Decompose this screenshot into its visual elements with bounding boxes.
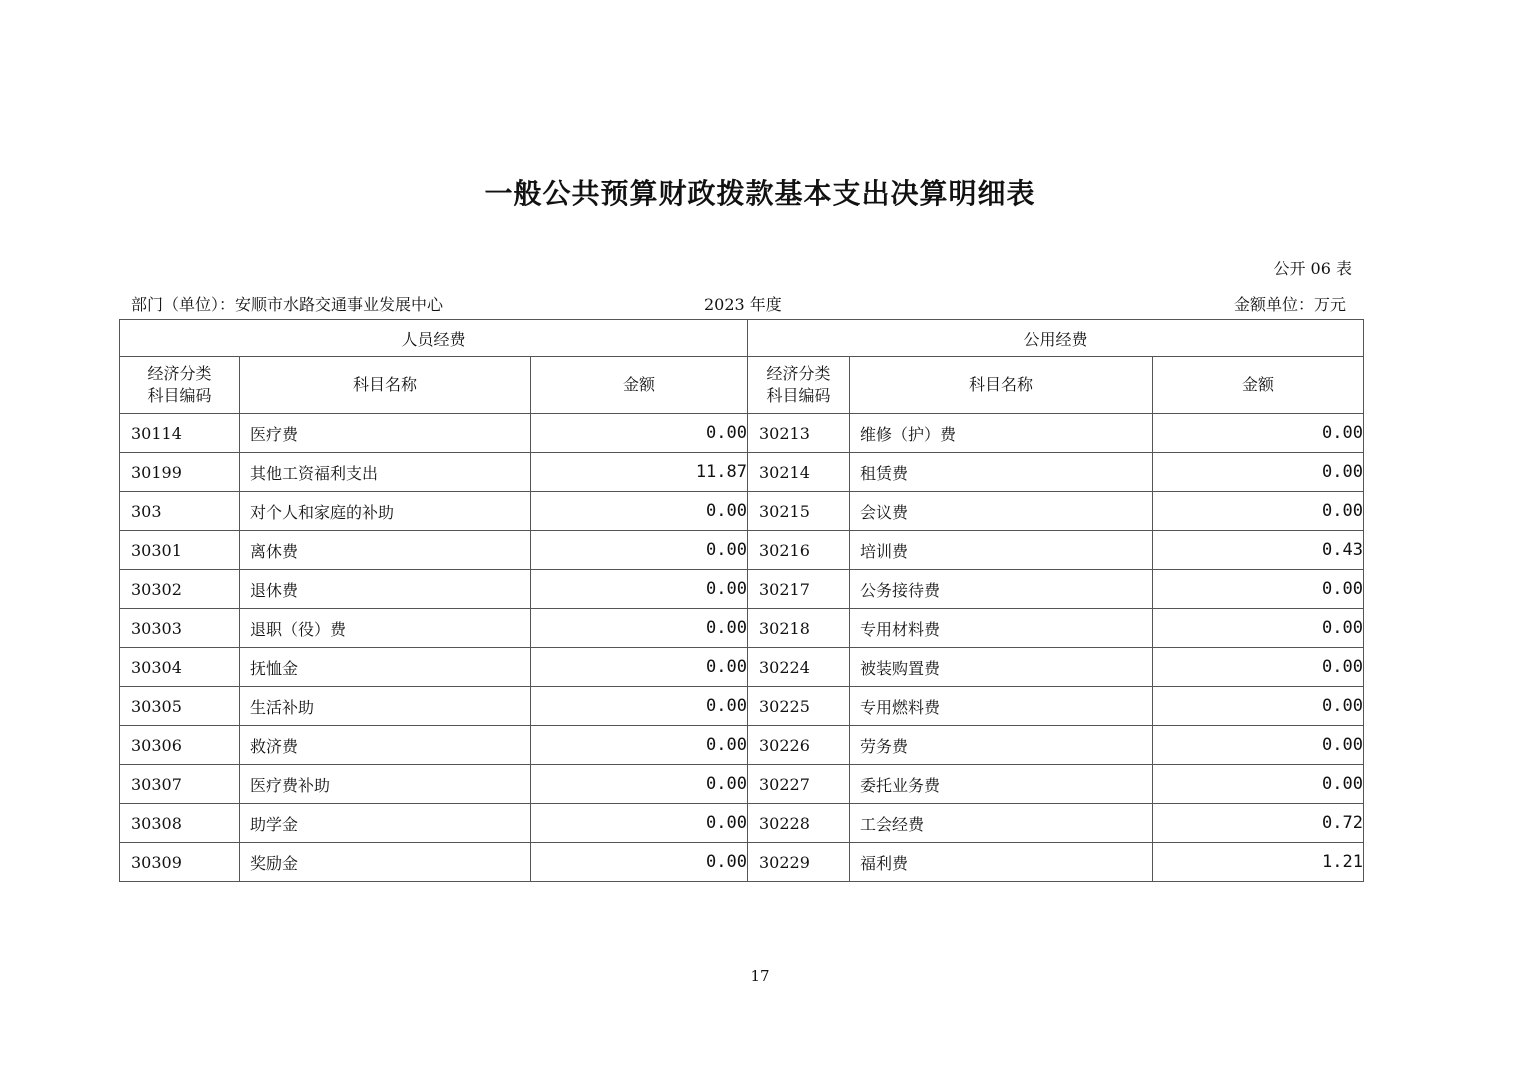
personnel-code-cell: 30309 xyxy=(120,843,240,882)
public-amount-cell: 0.00 xyxy=(1153,765,1364,804)
public-code-cell: 30217 xyxy=(748,570,850,609)
personnel-amount-cell: 0.00 xyxy=(531,765,748,804)
table-row xyxy=(120,804,1364,843)
personnel-amount-cell: 0.00 xyxy=(531,804,748,843)
name-header: 科目名称 xyxy=(240,357,531,414)
public-code-cell: 30215 xyxy=(748,492,850,531)
page-title: 一般公共预算财政拨款基本支出决算明细表 xyxy=(484,177,1036,210)
personnel-amount-cell: 0.00 xyxy=(531,570,748,609)
public-amount-cell: 0.00 xyxy=(1153,609,1364,648)
public-name-cell: 专用材料费 xyxy=(850,609,1153,648)
public-name-cell: 公务接待费 xyxy=(850,570,1153,609)
table-row xyxy=(120,687,1364,726)
public-code-cell: 30225 xyxy=(748,687,850,726)
department-label: 部门（单位）：安顺市水路交通事业发展中心 xyxy=(131,295,444,314)
year-label: 2023 年度 xyxy=(704,295,782,314)
public-name-cell: 劳务费 xyxy=(850,726,1153,765)
public-code-cell: 30213 xyxy=(748,414,850,453)
public-amount-cell: 0.00 xyxy=(1153,414,1364,453)
table-number: 公开 06 表 xyxy=(1273,259,1352,278)
personnel-name-cell: 助学金 xyxy=(240,804,531,843)
personnel-name-cell: 医疗费补助 xyxy=(240,765,531,804)
public-code-cell: 30214 xyxy=(748,453,850,492)
table-row xyxy=(120,414,1364,453)
table-row xyxy=(120,609,1364,648)
personnel-amount-cell: 0.00 xyxy=(531,531,748,570)
personnel-name-cell: 对个人和家庭的补助 xyxy=(240,492,531,531)
public-name-cell: 租赁费 xyxy=(850,453,1153,492)
personnel-name-cell: 退休费 xyxy=(240,570,531,609)
personnel-amount-cell: 0.00 xyxy=(531,492,748,531)
personnel-amount-cell: 0.00 xyxy=(531,843,748,882)
personnel-amount-cell: 0.00 xyxy=(531,726,748,765)
public-code-cell: 30227 xyxy=(748,765,850,804)
public-name-cell: 会议费 xyxy=(850,492,1153,531)
public-name-cell: 被装购置费 xyxy=(850,648,1153,687)
public-amount-cell: 0.72 xyxy=(1153,804,1364,843)
personnel-code-cell: 30304 xyxy=(120,648,240,687)
public-amount-cell: 1.21 xyxy=(1153,843,1364,882)
public-amount-cell: 0.00 xyxy=(1153,492,1364,531)
code-header: 经济分类 科目编码 xyxy=(748,357,850,414)
public-code-cell: 30229 xyxy=(748,843,850,882)
public-amount-cell: 0.00 xyxy=(1153,648,1364,687)
expenditure-table xyxy=(119,319,1364,882)
public-name-cell: 专用燃料费 xyxy=(850,687,1153,726)
public-group-header: 公用经费 xyxy=(748,320,1364,357)
public-name-cell: 委托业务费 xyxy=(850,765,1153,804)
table-row xyxy=(120,843,1364,882)
amount-header: 金额 xyxy=(531,357,748,414)
table-row xyxy=(120,492,1364,531)
personnel-amount-cell: 0.00 xyxy=(531,648,748,687)
public-amount-cell: 0.00 xyxy=(1153,687,1364,726)
personnel-amount-cell: 0.00 xyxy=(531,687,748,726)
personnel-code-cell: 30303 xyxy=(120,609,240,648)
table-row xyxy=(120,726,1364,765)
public-code-cell: 30218 xyxy=(748,609,850,648)
public-code-cell: 30226 xyxy=(748,726,850,765)
public-code-cell: 30216 xyxy=(748,531,850,570)
code-header: 经济分类 科目编码 xyxy=(120,357,240,414)
personnel-name-cell: 救济费 xyxy=(240,726,531,765)
table-row xyxy=(120,765,1364,804)
public-amount-cell: 0.43 xyxy=(1153,531,1364,570)
personnel-name-cell: 退职（役）费 xyxy=(240,609,531,648)
public-amount-cell: 0.00 xyxy=(1153,570,1364,609)
table-row xyxy=(120,453,1364,492)
table-row xyxy=(120,570,1364,609)
page-number: 17 xyxy=(750,967,770,985)
public-amount-cell: 0.00 xyxy=(1153,453,1364,492)
table-row xyxy=(120,531,1364,570)
personnel-amount-cell: 11.87 xyxy=(531,453,748,492)
personnel-code-cell: 30306 xyxy=(120,726,240,765)
table-row xyxy=(120,648,1364,687)
personnel-code-cell: 30307 xyxy=(120,765,240,804)
personnel-amount-cell: 0.00 xyxy=(531,414,748,453)
personnel-code-cell: 30302 xyxy=(120,570,240,609)
personnel-name-cell: 抚恤金 xyxy=(240,648,531,687)
personnel-amount-cell: 0.00 xyxy=(531,609,748,648)
personnel-code-cell: 30199 xyxy=(120,453,240,492)
personnel-group-header: 人员经费 xyxy=(120,320,748,357)
name-header: 科目名称 xyxy=(850,357,1153,414)
public-name-cell: 福利费 xyxy=(850,843,1153,882)
personnel-name-cell: 医疗费 xyxy=(240,414,531,453)
public-name-cell: 维修（护）费 xyxy=(850,414,1153,453)
personnel-name-cell: 生活补助 xyxy=(240,687,531,726)
personnel-name-cell: 离休费 xyxy=(240,531,531,570)
public-name-cell: 培训费 xyxy=(850,531,1153,570)
personnel-name-cell: 其他工资福利支出 xyxy=(240,453,531,492)
personnel-code-cell: 30114 xyxy=(120,414,240,453)
personnel-name-cell: 奖励金 xyxy=(240,843,531,882)
personnel-code-cell: 30305 xyxy=(120,687,240,726)
personnel-code-cell: 303 xyxy=(120,492,240,531)
amount-header: 金额 xyxy=(1153,357,1364,414)
public-amount-cell: 0.00 xyxy=(1153,726,1364,765)
public-code-cell: 30224 xyxy=(748,648,850,687)
personnel-code-cell: 30308 xyxy=(120,804,240,843)
unit-label: 金额单位：万元 xyxy=(1233,295,1346,314)
personnel-code-cell: 30301 xyxy=(120,531,240,570)
public-code-cell: 30228 xyxy=(748,804,850,843)
public-name-cell: 工会经费 xyxy=(850,804,1153,843)
